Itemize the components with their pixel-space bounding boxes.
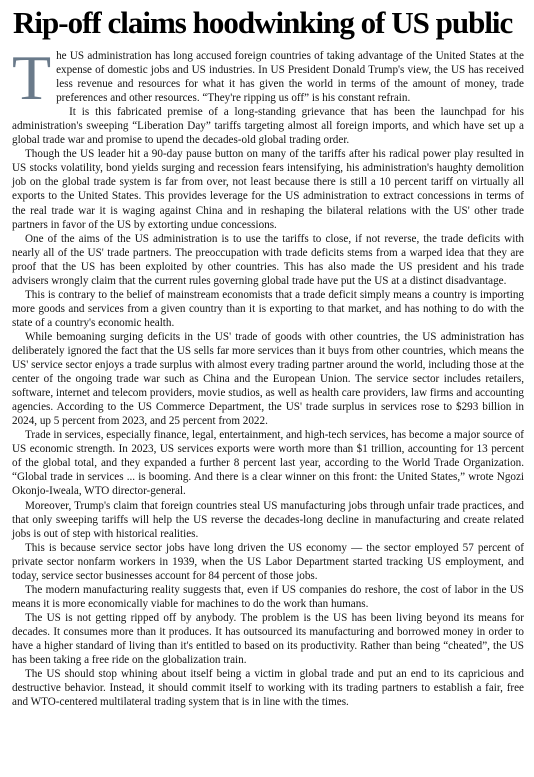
paragraph-2: It is this fabricated premise of a long-standing grievance that has been the launchpad for his administration's sweeping “Liberation Day” tariffs targeting almost all foreign imports, and which have set up a global trade war and promise to upend the decades-old global trading order. [12, 106, 524, 147]
paragraph-1 [12, 42, 524, 113]
paragraph-6: While bemoaning surging deficits in the US' trade of goods with other countries, the US administration has deliberately ignored the fact that the US sells far more services than it buys from other countries, which means the US' service sector enjoys a trade surplus with almost every trading partner around the world, including those at the center of the ongoing trade war such as China and the European Union. The service sector includes retailers, software, internet and telecom providers, movie studios, as well as health care providers, law firms and accounting agencies. According to the US Commerce Department, the US' trade surplus in services rose to $293 billion in 2024, up 5 percent from 2023, and 25 percent from 2022. [12, 330, 524, 428]
paragraph-7: Trade in services, especially finance, legal, entertainment, and high-tech services, has become a major source of US economic strength. In 2023, US services exports were worth more than $1 trillion, accounting for 13 percent of the global total, and they expanded a further 8 percent last year, according to the World Trade Organization. “Global trade in services ... is booming. And there is a clear winner on this front: the United States,” wrote Ngozi Okonjo-Iweala, WTO director-general. [12, 429, 524, 498]
paragraph-4: One of the aims of the US administration is to use the tariffs to close, if not reverse, the trade deficits with nearly all of the US' trade partners. The preoccupation with trade deficits stems from a warped idea that they are proof that the US has been exploited by other countries. This has also made the US president and his trade advisers wrongly claim that the current rules governing global trade have put the US at a distinct disadvantage. [12, 232, 524, 287]
paragraph-9: This is because service sector jobs have long driven the US economy — the sector employed 57 percent of private sector nonfarm workers in 1939, when the US Labor Department started tracking US employment, and today, service sector businesses account for 84 percent of those jobs. [12, 541, 524, 582]
paragraph-1-text: he US administration has long accused foreign countries of taking advantage of the United States at the expense of domestic jobs and US industries. In US President Donald Trump's view, the US has received less revenue and resources for what it has given the world in terms of the amount of money, trade preferences and other resources. “They're ripping us off” is his constant refrain. [56, 50, 524, 105]
paragraph-3: Though the US leader hit a 90-day pause button on many of the tariffs after his radical power play resulted in US stocks volatility, bond yields surging and recession fears intensifying, his administration's haughty demolition job on the global trade system is far from over, not least because there is still a 10 percent tariff on virtually all exports to the United States. This provides leverage for the US administration to extract concessions in terms of the real trade war it is waging against China and in reshaping the bilateral relations with the US' other trade partners in favor of the US by extorting undue concessions. [12, 148, 524, 231]
paragraph-5: This is contrary to the belief of mainstream economists that a trade deficit simply means a country is importing more goods and services from a given country than it is exporting to that market, and has nothing to do with the state of a country's economic health. [12, 288, 524, 329]
drop-cap: T [12, 42, 52, 113]
article-headline: Rip-off claims hoodwinking of US public [13, 5, 513, 40]
paragraph-10: The modern manufacturing reality suggests that, even if US companies do reshore, the cost of labor in the US means it is more economically viable for machines to do the work than humans. [12, 583, 524, 610]
article-body [12, 42, 524, 709]
paragraph-11: The US is not getting ripped off by anybody. The problem is the US has been living beyond its means for decades. It consumes more than it produces. It has outsourced its manufacturing and borrowed money in order to have a higher standard of living than it's entitled to based on its productivity. Rather than being “cheated”, the US has been taking a free ride on the globalization train. [12, 611, 524, 667]
paragraph-12: The US should stop whining about itself being a victim in global trade and put an end to its capricious and destructive behavior. Instead, it should commit itself to working with its trading partners to establish a fair, free and WTO-centered multilateral trading system that is in line with the times. [12, 668, 524, 709]
paragraph-8: Moreover, Trump's claim that foreign countries steal US manufacturing jobs through unfair trade practices, and that only sweeping tariffs will help the US reverse the decades-long decline in manufacturing and create related jobs is out of step with historical realities. [12, 499, 524, 540]
